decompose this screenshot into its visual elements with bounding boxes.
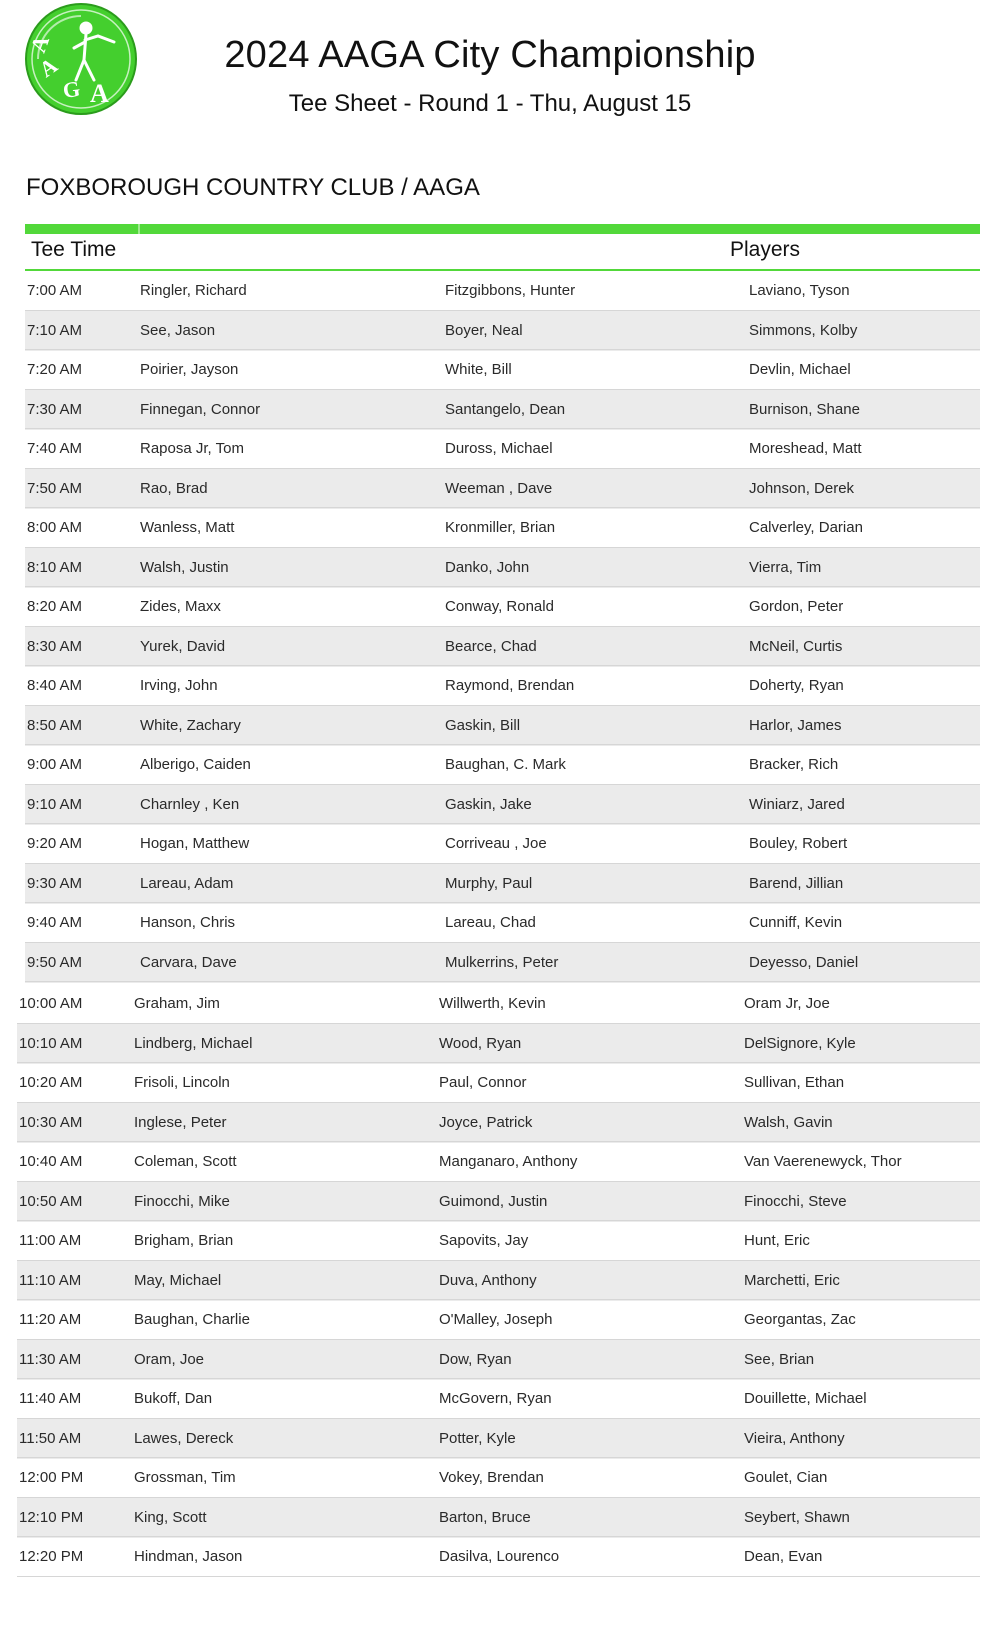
tee-time-cell: 10:50 AM bbox=[19, 1192, 83, 1210]
player-cell: Lawes, Dereck bbox=[134, 1429, 234, 1447]
page-subtitle: Tee Sheet - Round 1 - Thu, August 15 bbox=[288, 90, 692, 117]
player-cell: Harlor, James bbox=[749, 716, 842, 734]
player-cell: Dean, Evan bbox=[744, 1548, 823, 1565]
player-cell: Lareau, Adam bbox=[140, 874, 234, 892]
player-cell: Irving, John bbox=[140, 677, 218, 694]
player-cell: White, Zachary bbox=[140, 716, 241, 734]
tee-time-cell: 8:00 AM bbox=[27, 519, 83, 536]
tee-time-cell: 7:50 AM bbox=[27, 479, 83, 497]
header-accent-bar bbox=[25, 224, 980, 234]
tee-time-cell: 8:30 AM bbox=[27, 637, 83, 655]
player-cell: McGovern, Ryan bbox=[439, 1390, 552, 1407]
player-cell: Seybert, Shawn bbox=[744, 1508, 850, 1526]
club-name: FOXBOROUGH COUNTRY CLUB / AAGA bbox=[26, 174, 480, 201]
player-cell: Gaskin, Jake bbox=[445, 795, 532, 813]
player-cell: Barend, Jillian bbox=[749, 874, 844, 892]
tee-time-cell: 9:00 AM bbox=[27, 756, 83, 773]
player-cell: Dow, Ryan bbox=[439, 1350, 512, 1368]
svg-text:A: A bbox=[34, 52, 62, 83]
table-row bbox=[25, 429, 980, 469]
player-cell: Yurek, David bbox=[140, 637, 226, 655]
tee-time-cell: 7:40 AM bbox=[27, 440, 83, 457]
player-cell: Conway, Ronald bbox=[445, 598, 554, 615]
player-cell: Lindberg, Michael bbox=[134, 1034, 253, 1052]
tee-time-cell: 9:20 AM bbox=[27, 835, 83, 852]
player-cell: Lareau, Chad bbox=[445, 914, 536, 931]
tee-time-cell: 7:30 AM bbox=[27, 400, 83, 418]
table-row bbox=[25, 824, 980, 864]
table-row bbox=[25, 785, 980, 825]
player-cell: Cunniff, Kevin bbox=[749, 914, 843, 931]
player-cell: Joyce, Patrick bbox=[439, 1113, 533, 1131]
svg-text:A: A bbox=[25, 32, 55, 56]
player-cell: Bouley, Robert bbox=[749, 835, 848, 852]
tee-time-cell: 8:40 AM bbox=[27, 677, 83, 694]
player-cell: Charnley , Ken bbox=[140, 795, 240, 813]
player-cell: DelSignore, Kyle bbox=[744, 1034, 856, 1052]
table-row bbox=[25, 943, 980, 983]
player-cell: Calverley, Darian bbox=[749, 519, 863, 536]
player-cell: Duva, Anthony bbox=[439, 1271, 537, 1289]
player-cell: Finocchi, Mike bbox=[134, 1192, 230, 1210]
row-separator bbox=[25, 981, 980, 982]
table-row bbox=[17, 1103, 980, 1143]
tee-time-cell: 10:00 AM bbox=[19, 995, 83, 1012]
player-cell: Doherty, Ryan bbox=[749, 677, 844, 694]
table-row bbox=[25, 548, 980, 588]
player-cell: Laviano, Tyson bbox=[749, 282, 850, 299]
player-cell: McNeil, Curtis bbox=[749, 637, 843, 655]
tee-time-cell: 10:40 AM bbox=[19, 1153, 83, 1170]
table-row bbox=[17, 1261, 980, 1301]
table-row bbox=[17, 1419, 980, 1459]
page-title: 2024 AAGA City Championship bbox=[224, 34, 756, 76]
player-cell: Dasilva, Lourenco bbox=[439, 1548, 560, 1565]
player-cell: Frisoli, Lincoln bbox=[134, 1074, 230, 1091]
tee-time-cell: 11:40 AM bbox=[19, 1390, 82, 1407]
player-cell: Coleman, Scott bbox=[134, 1153, 237, 1170]
tee-time-cell: 11:00 AM bbox=[19, 1232, 82, 1249]
tee-time-cell: 8:20 AM bbox=[27, 598, 83, 615]
player-cell: King, Scott bbox=[134, 1508, 207, 1526]
player-cell: Hanson, Chris bbox=[140, 914, 236, 931]
table-row bbox=[17, 1537, 980, 1577]
player-cell: Wanless, Matt bbox=[140, 519, 235, 536]
player-cell: Vierra, Tim bbox=[749, 558, 822, 576]
player-cell: Winiarz, Jared bbox=[749, 795, 845, 813]
player-cell: Johnson, Derek bbox=[749, 479, 855, 497]
tee-time-cell: 10:10 AM bbox=[19, 1034, 83, 1052]
player-cell: Sullivan, Ethan bbox=[744, 1074, 845, 1091]
table-row bbox=[25, 864, 980, 904]
player-cell: Walsh, Justin bbox=[140, 558, 229, 576]
player-cell: Kronmiller, Brian bbox=[445, 519, 556, 536]
table-row bbox=[25, 627, 980, 667]
column-header-players: Players bbox=[730, 238, 801, 261]
table-row bbox=[25, 390, 980, 430]
player-cell: Gaskin, Bill bbox=[445, 716, 521, 734]
player-cell: Bukoff, Dan bbox=[134, 1390, 213, 1407]
table-row bbox=[17, 1458, 980, 1498]
svg-text:A: A bbox=[90, 79, 109, 108]
player-cell: Sapovits, Jay bbox=[439, 1232, 529, 1249]
player-cell: Carvara, Dave bbox=[140, 953, 237, 971]
player-cell: May, Michael bbox=[134, 1271, 222, 1289]
player-cell: Vieira, Anthony bbox=[744, 1429, 845, 1447]
tee-time-cell: 7:00 AM bbox=[27, 282, 83, 299]
player-cell: Burnison, Shane bbox=[749, 400, 860, 418]
player-cell: Finnegan, Connor bbox=[140, 400, 261, 418]
player-cell: Walsh, Gavin bbox=[744, 1113, 833, 1131]
tee-time-cell: 7:20 AM bbox=[27, 361, 83, 378]
player-cell: Duross, Michael bbox=[445, 440, 553, 457]
table-row bbox=[17, 1221, 980, 1261]
tee-time-cell: 9:10 AM bbox=[27, 795, 83, 813]
player-cell: Oram Jr, Joe bbox=[744, 995, 830, 1012]
table-row bbox=[25, 350, 980, 390]
player-cell: Wood, Ryan bbox=[439, 1034, 522, 1052]
player-cell: Raposa Jr, Tom bbox=[140, 440, 244, 457]
player-cell: Gordon, Peter bbox=[749, 598, 844, 615]
tee-time-cell: 9:50 AM bbox=[27, 953, 83, 971]
aaga-logo bbox=[24, 2, 138, 116]
player-cell: Santangelo, Dean bbox=[445, 400, 566, 418]
row-separator bbox=[17, 1576, 980, 1577]
table-row bbox=[17, 1024, 980, 1064]
player-cell: Boyer, Neal bbox=[445, 321, 523, 339]
player-cell: Bearce, Chad bbox=[445, 637, 537, 655]
player-cell: Vokey, Brendan bbox=[439, 1469, 544, 1486]
player-cell: Corriveau , Joe bbox=[445, 835, 547, 852]
player-cell: Baughan, C. Mark bbox=[445, 756, 566, 773]
table-row bbox=[17, 1498, 980, 1538]
player-cell: Barton, Bruce bbox=[439, 1508, 531, 1526]
table-row bbox=[17, 1142, 980, 1182]
player-cell: Marchetti, Eric bbox=[744, 1271, 840, 1289]
player-cell: Murphy, Paul bbox=[445, 874, 533, 892]
player-cell: Zides, Maxx bbox=[140, 598, 221, 615]
table-row bbox=[25, 903, 980, 943]
player-cell: Finocchi, Steve bbox=[744, 1192, 847, 1210]
tee-time-cell: 11:20 AM bbox=[19, 1311, 82, 1328]
player-cell: Douillette, Michael bbox=[744, 1390, 867, 1407]
player-cell: Deyesso, Daniel bbox=[749, 953, 859, 971]
player-cell: Oram, Joe bbox=[134, 1350, 205, 1368]
player-cell: Willwerth, Kevin bbox=[439, 995, 546, 1012]
player-cell: Rao, Brad bbox=[140, 479, 208, 497]
table-row bbox=[25, 469, 980, 509]
tee-time-cell: 11:30 AM bbox=[19, 1350, 82, 1368]
tee-time-cell: 11:50 AM bbox=[19, 1429, 82, 1447]
table-row bbox=[25, 311, 980, 351]
player-cell: Paul, Connor bbox=[439, 1074, 527, 1091]
table-row bbox=[25, 745, 980, 785]
player-cell: Danko, John bbox=[445, 558, 530, 576]
player-cell: Poirier, Jayson bbox=[140, 361, 239, 378]
tee-time-cell: 9:30 AM bbox=[27, 874, 83, 892]
player-cell: Alberigo, Caiden bbox=[140, 756, 251, 773]
table-row bbox=[17, 1340, 980, 1380]
player-cell: Goulet, Cian bbox=[744, 1469, 828, 1486]
svg-text:G: G bbox=[61, 75, 82, 103]
tee-time-cell: 8:10 AM bbox=[27, 558, 83, 576]
player-cell: Devlin, Michael bbox=[749, 361, 851, 378]
player-cell: Bracker, Rich bbox=[749, 756, 839, 773]
player-cell: Graham, Jim bbox=[134, 995, 220, 1012]
player-cell: Baughan, Charlie bbox=[134, 1311, 250, 1328]
player-cell: Brigham, Brian bbox=[134, 1232, 234, 1249]
tee-time-cell: 9:40 AM bbox=[27, 914, 83, 931]
tee-time-cell: 8:50 AM bbox=[27, 716, 83, 734]
player-cell: See, Brian bbox=[744, 1350, 815, 1368]
player-cell: Moreshead, Matt bbox=[749, 440, 862, 457]
player-cell: Simmons, Kolby bbox=[749, 321, 858, 339]
player-cell: Hindman, Jason bbox=[134, 1548, 243, 1565]
player-cell: Hogan, Matthew bbox=[140, 835, 250, 852]
tee-time-cell: 11:10 AM bbox=[19, 1271, 82, 1289]
table-row bbox=[17, 1063, 980, 1103]
table-row bbox=[25, 587, 980, 627]
table-row bbox=[25, 271, 980, 311]
player-cell: Georgantas, Zac bbox=[744, 1311, 856, 1328]
table-row bbox=[25, 666, 980, 706]
player-cell: Hunt, Eric bbox=[744, 1232, 810, 1249]
player-cell: Mulkerrins, Peter bbox=[445, 953, 559, 971]
player-cell: Potter, Kyle bbox=[439, 1429, 516, 1447]
player-cell: Inglese, Peter bbox=[134, 1113, 227, 1131]
table-row bbox=[17, 1182, 980, 1222]
player-cell: Grossman, Tim bbox=[134, 1469, 236, 1486]
player-cell: Van Vaerenewyck, Thor bbox=[744, 1153, 902, 1170]
table-row bbox=[17, 1300, 980, 1340]
player-cell: See, Jason bbox=[140, 321, 216, 339]
tee-time-cell: 12:10 PM bbox=[19, 1508, 84, 1526]
tee-time-cell: 7:10 AM bbox=[27, 321, 83, 339]
table-row bbox=[25, 508, 980, 548]
player-cell: O'Malley, Joseph bbox=[439, 1311, 553, 1328]
player-cell: Weeman , Dave bbox=[445, 479, 553, 497]
table-row bbox=[25, 706, 980, 746]
player-cell: Ringler, Richard bbox=[140, 282, 247, 299]
player-cell: Guimond, Justin bbox=[439, 1192, 548, 1210]
player-cell: Manganaro, Anthony bbox=[439, 1153, 578, 1170]
tee-time-cell: 10:20 AM bbox=[19, 1074, 83, 1091]
player-cell: White, Bill bbox=[445, 361, 512, 378]
player-cell: Raymond, Brendan bbox=[445, 677, 575, 694]
table-row bbox=[17, 984, 980, 1024]
column-header-tee-time: Tee Time bbox=[31, 238, 117, 261]
tee-time-cell: 12:20 PM bbox=[19, 1548, 84, 1565]
tee-time-cell: 10:30 AM bbox=[19, 1113, 83, 1131]
table-row bbox=[17, 1379, 980, 1419]
tee-time-cell: 12:00 PM bbox=[19, 1469, 84, 1486]
player-cell: Fitzgibbons, Hunter bbox=[445, 282, 576, 299]
